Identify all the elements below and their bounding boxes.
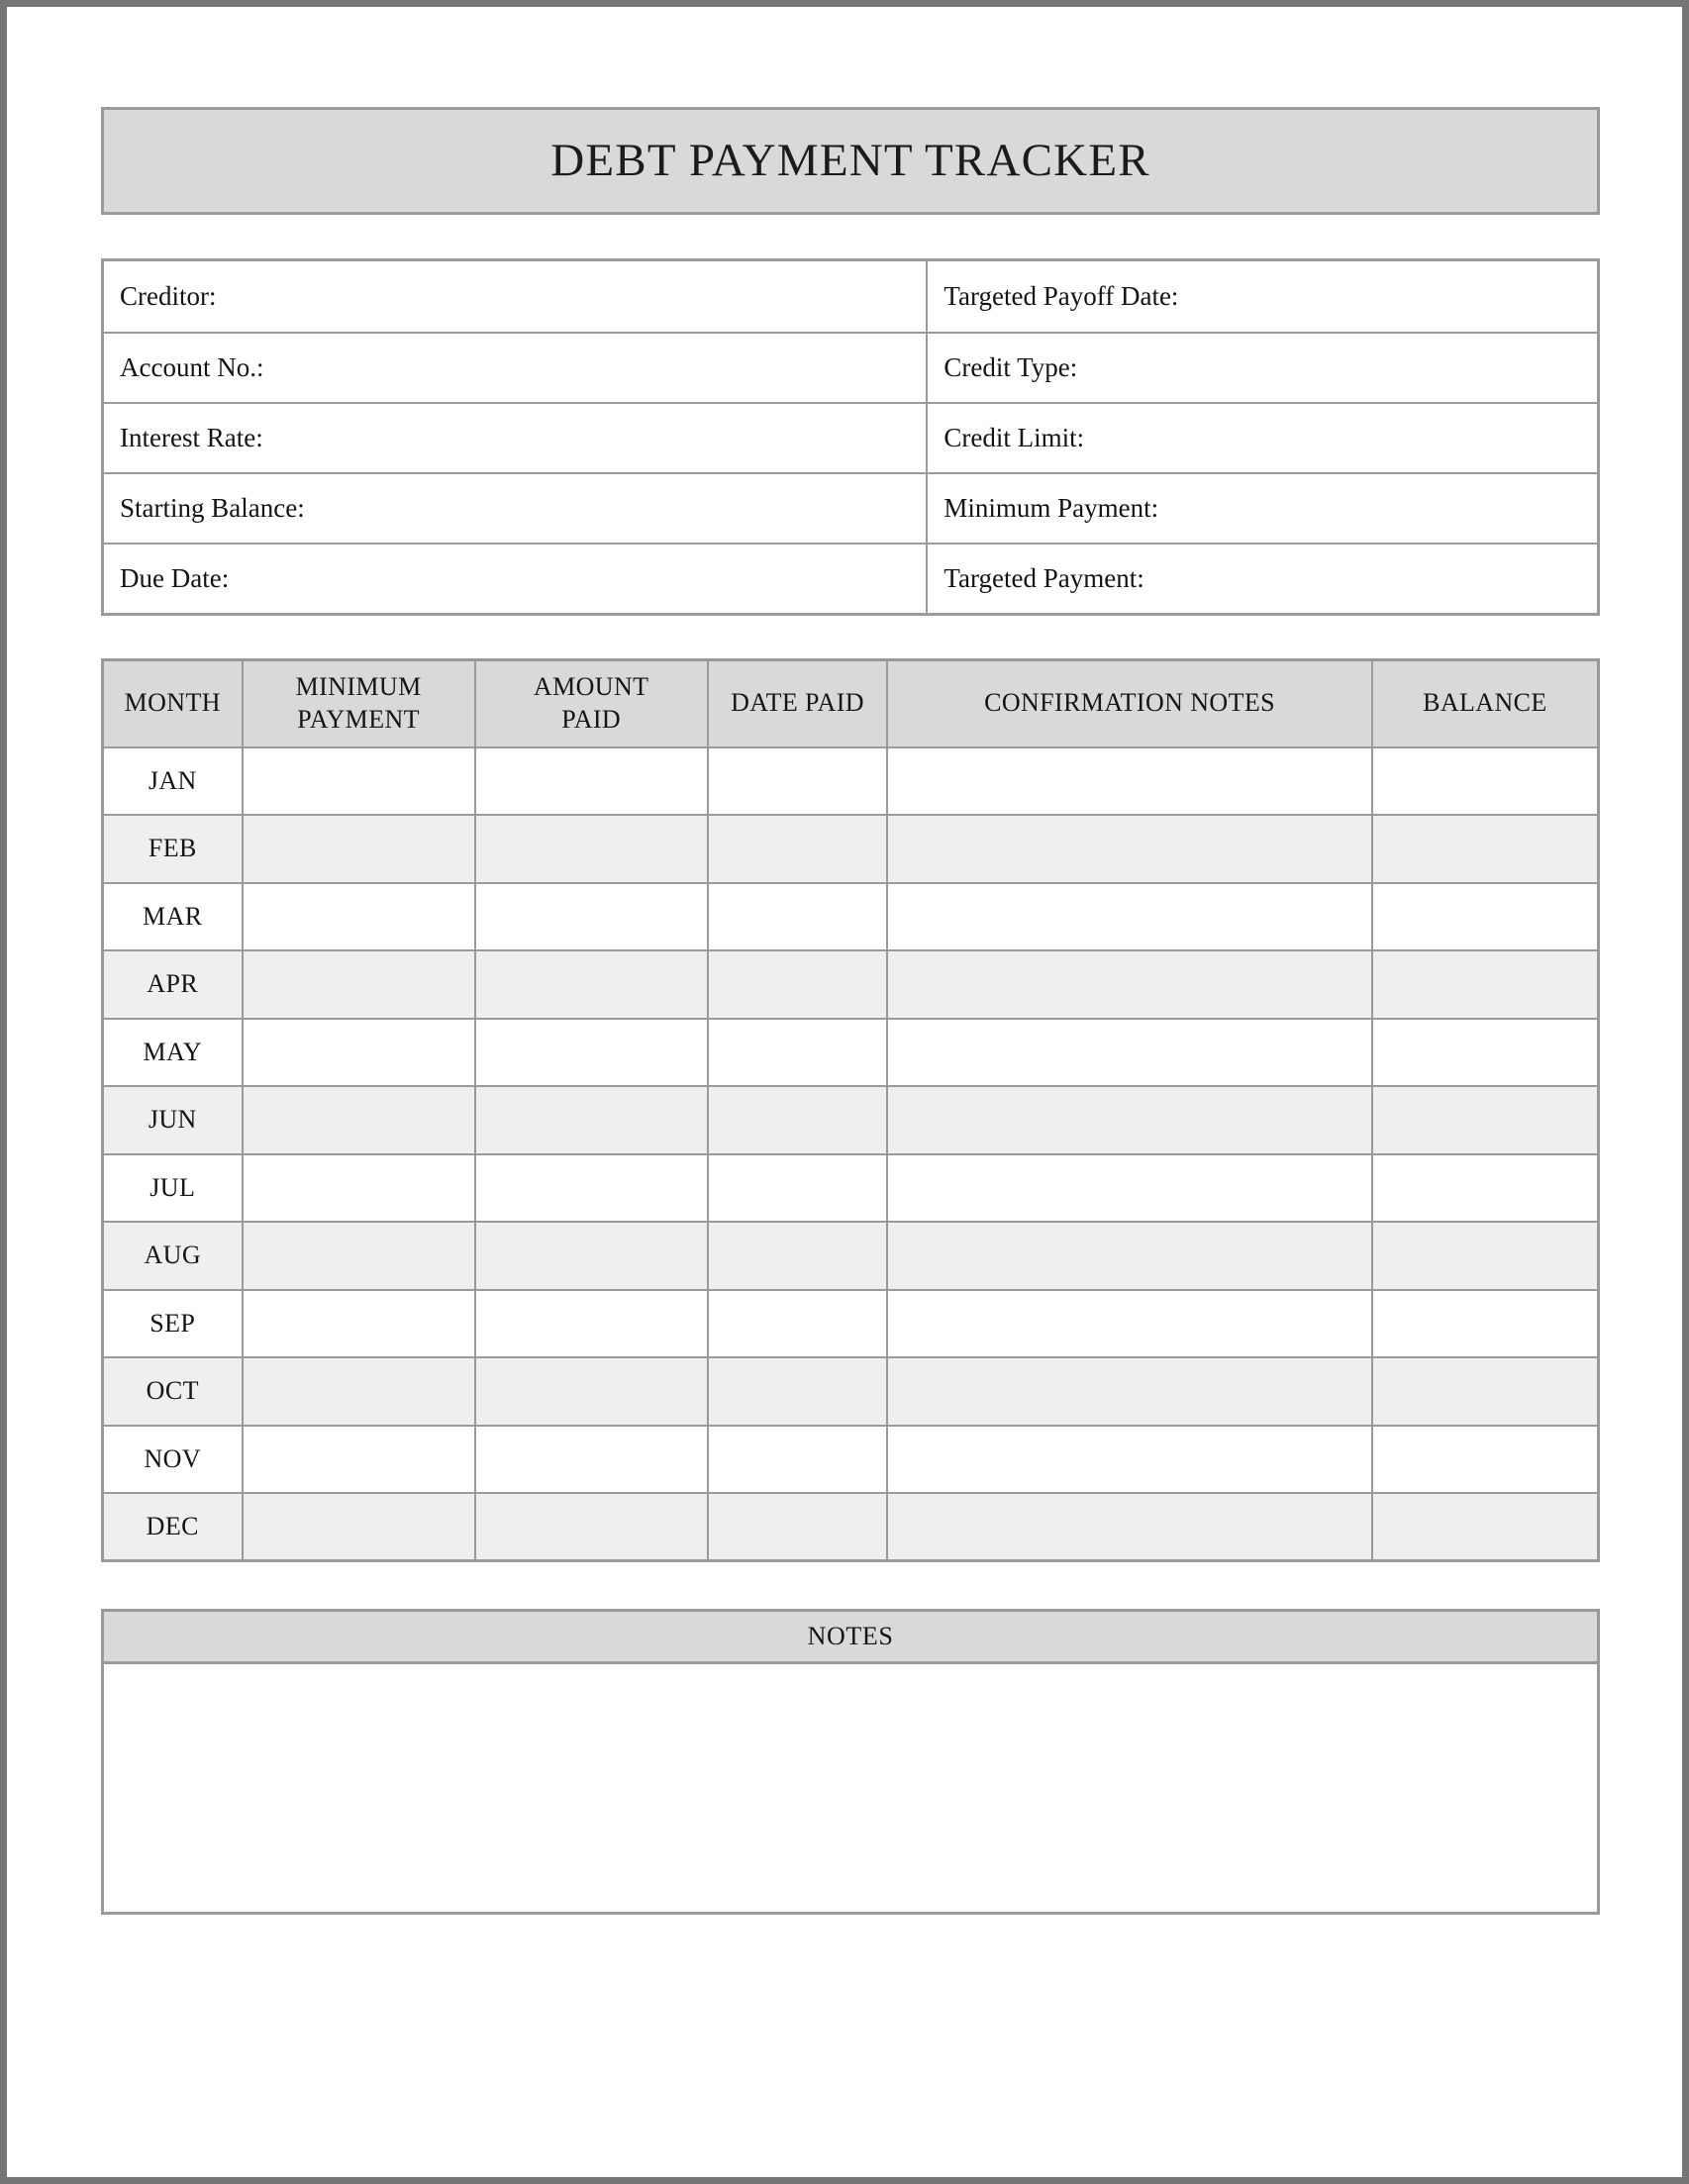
cell-confirmation-notes[interactable] xyxy=(887,950,1371,1019)
cell-balance[interactable] xyxy=(1372,1426,1599,1494)
cell-minimum-payment[interactable] xyxy=(243,1154,475,1223)
column-header-confirmation-notes-line1: CONFIRMATION NOTES xyxy=(984,688,1276,718)
cell-month: JUN xyxy=(103,1086,243,1154)
cell-minimum-payment[interactable] xyxy=(243,1357,475,1426)
column-header-month-line1: MONTH xyxy=(124,688,221,718)
cell-month: APR xyxy=(103,950,243,1019)
cell-balance[interactable] xyxy=(1372,1357,1599,1426)
table-row xyxy=(103,1222,1599,1290)
notes-block xyxy=(101,1609,1600,1915)
account-info-grid xyxy=(101,258,1600,616)
info-row xyxy=(104,402,1597,472)
cell-month: NOV xyxy=(103,1426,243,1494)
cell-amount-paid[interactable] xyxy=(475,1493,708,1561)
column-header-amount-paid xyxy=(475,660,708,747)
cell-confirmation-notes[interactable] xyxy=(887,1357,1371,1426)
cell-minimum-payment[interactable] xyxy=(243,950,475,1019)
cell-month: JAN xyxy=(103,747,243,816)
cell-amount-paid[interactable] xyxy=(475,815,708,883)
field-creditor[interactable]: Creditor: xyxy=(104,261,928,332)
cell-amount-paid[interactable] xyxy=(475,1290,708,1358)
title-banner xyxy=(101,107,1600,215)
cell-confirmation-notes[interactable] xyxy=(887,1222,1371,1290)
cell-amount-paid[interactable] xyxy=(475,1154,708,1223)
cell-balance[interactable] xyxy=(1372,950,1599,1019)
cell-minimum-payment[interactable] xyxy=(243,1086,475,1154)
table-row xyxy=(103,815,1599,883)
cell-date-paid[interactable] xyxy=(708,1154,888,1223)
column-header-date-paid xyxy=(708,660,888,747)
cell-date-paid[interactable] xyxy=(708,1426,888,1494)
cell-confirmation-notes[interactable] xyxy=(887,883,1371,951)
cell-amount-paid[interactable] xyxy=(475,747,708,816)
cell-date-paid[interactable] xyxy=(708,815,888,883)
field-minimum-payment[interactable]: Minimum Payment: xyxy=(928,472,1597,543)
column-header-date-paid-line1: DATE PAID xyxy=(731,688,864,718)
field-account-no[interactable]: Account No.: xyxy=(104,332,928,402)
info-row xyxy=(104,332,1597,402)
cell-date-paid[interactable] xyxy=(708,1222,888,1290)
cell-balance[interactable] xyxy=(1372,1290,1599,1358)
cell-date-paid[interactable] xyxy=(708,1493,888,1561)
cell-amount-paid[interactable] xyxy=(475,883,708,951)
table-row xyxy=(103,1086,1599,1154)
cell-minimum-payment[interactable] xyxy=(243,1019,475,1087)
payment-table-head xyxy=(103,660,1599,747)
table-row xyxy=(103,1290,1599,1358)
cell-balance[interactable] xyxy=(1372,883,1599,951)
cell-balance[interactable] xyxy=(1372,747,1599,816)
column-header-balance xyxy=(1372,660,1599,747)
table-row xyxy=(103,1493,1599,1561)
column-header-month xyxy=(103,660,243,747)
cell-balance[interactable] xyxy=(1372,815,1599,883)
field-starting-balance[interactable]: Starting Balance: xyxy=(104,472,928,543)
column-header-balance-line1: BALANCE xyxy=(1423,688,1547,718)
cell-amount-paid[interactable] xyxy=(475,1019,708,1087)
info-row xyxy=(104,261,1597,332)
cell-date-paid[interactable] xyxy=(708,1290,888,1358)
cell-confirmation-notes[interactable] xyxy=(887,1086,1371,1154)
cell-balance[interactable] xyxy=(1372,1086,1599,1154)
notes-header: NOTES xyxy=(101,1609,1600,1664)
cell-confirmation-notes[interactable] xyxy=(887,1154,1371,1223)
column-header-amount-paid-line2: PAID xyxy=(561,704,622,734)
table-row xyxy=(103,1154,1599,1223)
cell-month: FEB xyxy=(103,815,243,883)
column-header-minimum-payment-line2: PAYMENT xyxy=(297,704,420,734)
column-header-confirmation-notes xyxy=(887,660,1371,747)
cell-confirmation-notes[interactable] xyxy=(887,747,1371,816)
cell-confirmation-notes[interactable] xyxy=(887,1019,1371,1087)
table-row xyxy=(103,747,1599,816)
cell-balance[interactable] xyxy=(1372,1019,1599,1087)
cell-balance[interactable] xyxy=(1372,1222,1599,1290)
cell-minimum-payment[interactable] xyxy=(243,1290,475,1358)
cell-amount-paid[interactable] xyxy=(475,1357,708,1426)
cell-date-paid[interactable] xyxy=(708,883,888,951)
table-row xyxy=(103,1357,1599,1426)
notes-input[interactable] xyxy=(101,1664,1600,1915)
cell-month: MAY xyxy=(103,1019,243,1087)
cell-minimum-payment[interactable] xyxy=(243,815,475,883)
cell-date-paid[interactable] xyxy=(708,1019,888,1087)
cell-month: DEC xyxy=(103,1493,243,1561)
field-due-date[interactable]: Due Date: xyxy=(104,543,928,613)
cell-minimum-payment[interactable] xyxy=(243,1493,475,1561)
table-row xyxy=(103,950,1599,1019)
cell-minimum-payment[interactable] xyxy=(243,1426,475,1494)
cell-month: OCT xyxy=(103,1357,243,1426)
cell-minimum-payment[interactable] xyxy=(243,883,475,951)
table-row xyxy=(103,1426,1599,1494)
cell-month: SEP xyxy=(103,1290,243,1358)
field-credit-limit[interactable]: Credit Limit: xyxy=(928,402,1597,472)
cell-amount-paid[interactable] xyxy=(475,1086,708,1154)
info-row xyxy=(104,472,1597,543)
cell-amount-paid[interactable] xyxy=(475,1426,708,1494)
payment-table-body xyxy=(103,747,1599,1561)
field-targeted-payment[interactable]: Targeted Payment: xyxy=(928,543,1597,613)
cell-confirmation-notes[interactable] xyxy=(887,815,1371,883)
tracker-sheet xyxy=(101,107,1600,1915)
cell-date-paid[interactable] xyxy=(708,1086,888,1154)
field-credit-type[interactable]: Credit Type: xyxy=(928,332,1597,402)
cell-minimum-payment[interactable] xyxy=(243,1222,475,1290)
column-header-minimum-payment xyxy=(243,660,475,747)
column-header-minimum-payment-line1: MINIMUM xyxy=(295,672,422,701)
info-row xyxy=(104,543,1597,613)
cell-date-paid[interactable] xyxy=(708,1357,888,1426)
table-row xyxy=(103,883,1599,951)
cell-month: AUG xyxy=(103,1222,243,1290)
column-header-amount-paid-line1: AMOUNT xyxy=(533,672,649,701)
cell-month: MAR xyxy=(103,883,243,951)
cell-balance[interactable] xyxy=(1372,1493,1599,1561)
cell-amount-paid[interactable] xyxy=(475,1222,708,1290)
page-title: DEBT PAYMENT TRACKER xyxy=(550,135,1150,186)
cell-month: JUL xyxy=(103,1154,243,1223)
cell-minimum-payment[interactable] xyxy=(243,747,475,816)
cell-balance[interactable] xyxy=(1372,1154,1599,1223)
field-interest-rate[interactable]: Interest Rate: xyxy=(104,402,928,472)
table-header-row xyxy=(103,660,1599,747)
field-targeted-payoff-date[interactable]: Targeted Payoff Date: xyxy=(928,261,1597,332)
cell-confirmation-notes[interactable] xyxy=(887,1290,1371,1358)
cell-confirmation-notes[interactable] xyxy=(887,1493,1371,1561)
cell-date-paid[interactable] xyxy=(708,950,888,1019)
payment-table xyxy=(101,658,1600,1562)
cell-amount-paid[interactable] xyxy=(475,950,708,1019)
cell-confirmation-notes[interactable] xyxy=(887,1426,1371,1494)
cell-date-paid[interactable] xyxy=(708,747,888,816)
table-row xyxy=(103,1019,1599,1087)
